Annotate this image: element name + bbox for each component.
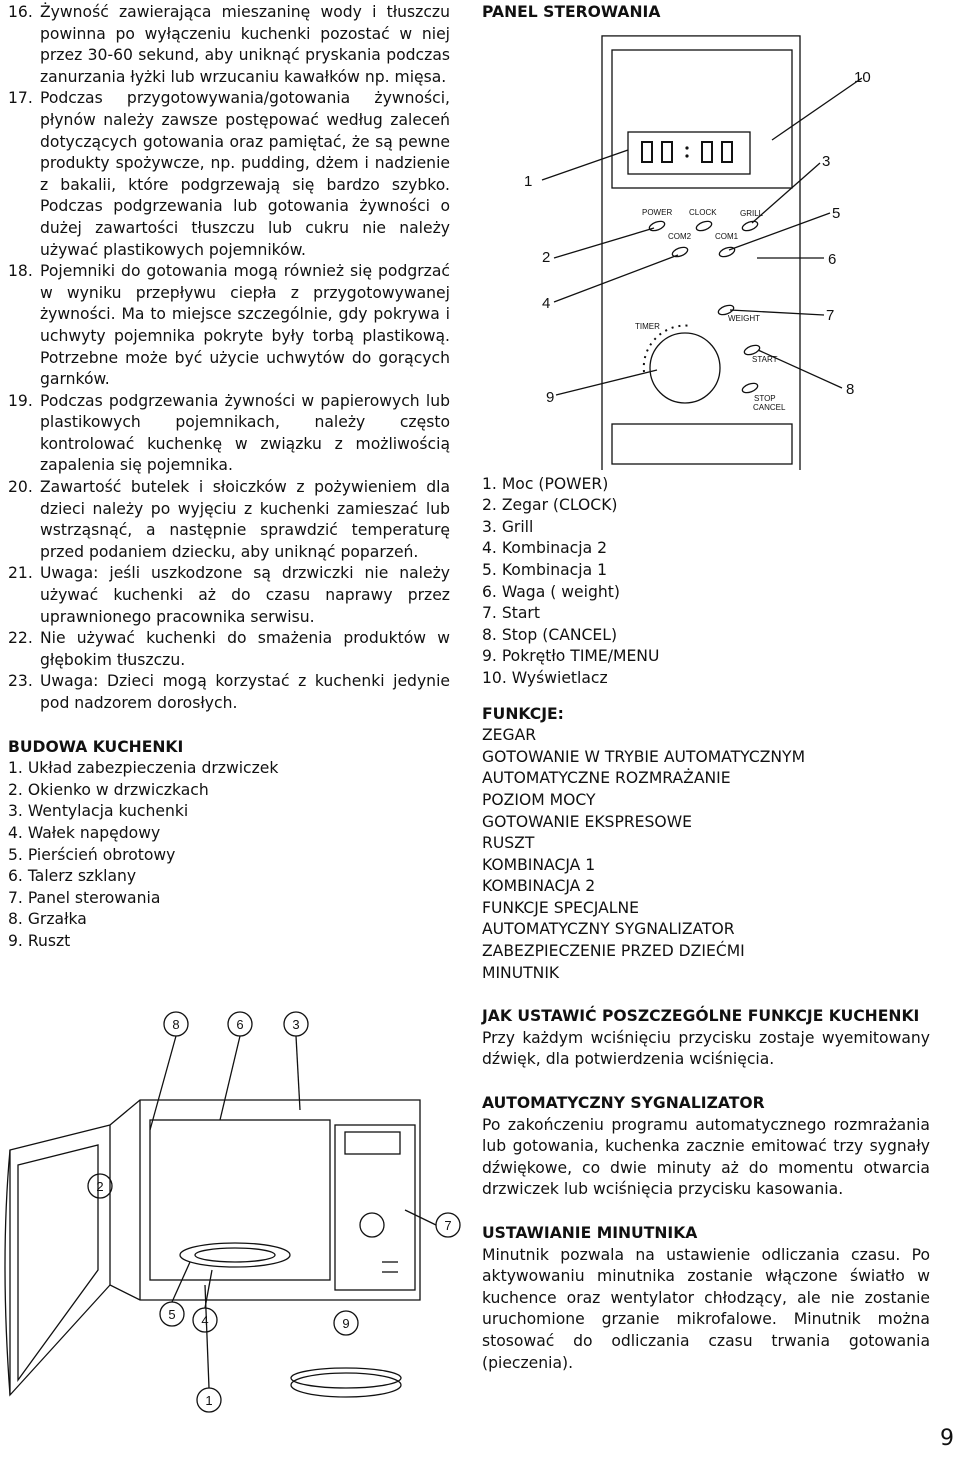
stop-label: STOP <box>754 393 776 403</box>
list-item: 9. Pokrętło TIME/MENU <box>482 647 660 666</box>
list-item: FUNKCJE SPECJALNE <box>482 898 639 917</box>
callout-6: 6 <box>236 1017 244 1032</box>
funkcje-list <box>482 725 930 984</box>
page-number: 9 <box>940 1426 954 1451</box>
weight-label: WEIGHT <box>728 313 760 323</box>
list-item: ZEGAR <box>482 726 537 745</box>
callout-7: 7 <box>444 1218 452 1233</box>
panel-callout-6: 6 <box>828 250 837 268</box>
start-label: START <box>752 354 778 364</box>
callout-4: 4 <box>201 1313 209 1328</box>
list-item: POZIOM MOCY <box>482 790 596 809</box>
list-item: 1. Moc (POWER) <box>482 474 609 493</box>
section-text: Minutnik pozwala na ustawienie odliczania czasu. Po aktywowaniu minutnika zostanie włączone światło w kuchence oraz wentylator chłodzący, ale nie zostanie uruchomione grzanie mikrofalowe. Minutnik można stosować do odliczania czasu trwania gotowania (pieczenia). <box>482 1245 930 1372</box>
section-title: USTAWIANIE MINUTNIKA <box>482 1224 698 1242</box>
list-item: MINUTNIK <box>482 963 560 982</box>
list-item: 5. Kombinacja 1 <box>482 560 608 579</box>
list-item: 10. Wyświetlacz <box>482 668 608 687</box>
list-item: 4. Wałek napędowy <box>8 823 161 842</box>
panel-callout-8: 8 <box>846 380 855 398</box>
panel-legend <box>482 474 930 690</box>
panel-callout-7: 7 <box>826 306 835 324</box>
clock-label: CLOCK <box>689 207 717 217</box>
list-item: AUTOMATYCZNY SYGNALIZATOR <box>482 920 735 939</box>
list-item: 17. Podczas przygotowywania/gotowania żywności, płynów należy zawsze postępować według zaleceń dotyczących gotowania oraz pamiętać, że są pewne produkty spożywcze, np. pudding, dżem i nadzienie z bakalii, które podgrzewają się bardzo szybko. Podczas podgrzewania lub gotowania żywności o dużej zawartości tłuszczu lub cukru nie należy używać plastikowych pojemników. <box>8 89 450 259</box>
budowa-title: BUDOWA KUCHENKI <box>8 737 184 756</box>
power-label: POWER <box>642 207 673 217</box>
list-item: 4. Kombinacja 2 <box>482 539 608 558</box>
panel-callout-5: 5 <box>832 204 841 222</box>
panel-callout-4: 4 <box>542 294 551 312</box>
list-item: 22. Nie używać kuchenki do smażenia produktów w głębokim tłuszczu. <box>8 629 450 669</box>
list-item: 16. Żywność zawierająca mieszaninę wody i tłuszczu powinna po wyłączeniu kuchenki pozostać w niej przez 30-60 sekund, aby uniknąć pryskania podczas zanurzania łyżki lub wrzucaniu kawałków np. mięsa. <box>8 3 450 86</box>
section-text: Po zakończeniu programu automatycznego rozmrażania lub gotowania, kuchenka zacznie emitować trzy sygnały dźwiękowe, co dwie minuty aż do momentu otwarcia drzwiczek lub wciśnięcia przycisku kasowania. <box>482 1115 930 1199</box>
panel-callout-1: 1 <box>524 172 533 190</box>
callout-9: 9 <box>342 1316 350 1331</box>
list-item: 3. Grill <box>482 517 534 536</box>
control-panel-diagram <box>482 30 882 470</box>
section-title: JAK USTAWIĆ POSZCZEGÓLNE FUNKCJE KUCHENKI <box>482 1007 920 1026</box>
list-item: 1. Układ zabezpieczenia drzwiczek <box>8 759 279 778</box>
list-item: 9. Ruszt <box>8 931 71 950</box>
oven-diagram <box>0 1000 470 1430</box>
list-item: 2. Okienko w drzwiczkach <box>8 780 209 799</box>
list-item: 21. Uwaga: jeśli uszkodzone są drzwiczki nie należy używać kuchenki aż do czasu naprawy przez uprawnionego pracownika serwisu. <box>8 564 450 626</box>
list-item: 7. Start <box>482 604 540 623</box>
list-item: 6. Talerz szklany <box>8 867 137 886</box>
callout-5: 5 <box>168 1307 176 1322</box>
list-item: 19. Podczas podgrzewania żywności w papierowych lub plastikowych pojemnikach, należy często kontrolować kuchenkę w związku z możliwością zapalenia się pojemnika. <box>8 391 450 475</box>
list-item: 18. Pojemniki do gotowania mogą również się podgrzać w wyniku przepływu ciepła z przygotowywanej żywności. Ma to miejsce szczególnie, gdy pokrywa i uchwyty pojemnika pokryte były torbą plastikową. Potrzebne może być użycie uchwytów do gorących garnków. <box>8 262 450 389</box>
list-item: AUTOMATYCZNE ROZMRAŻANIE <box>482 769 731 788</box>
list-item: GOTOWANIE EKSPRESOWE <box>482 812 692 831</box>
list-item: 8. Grzałka <box>8 910 87 929</box>
callout-2: 2 <box>96 1179 104 1194</box>
list-item: 23. Uwaga: Dzieci mogą korzystać z kuchenki jedynie pod nadzorem dorosłych. <box>8 672 450 712</box>
panel-title: PANEL STEROWANIA <box>482 3 661 21</box>
section-title: AUTOMATYCZNY SYGNALIZATOR <box>482 1094 765 1113</box>
list-item: 20. Zawartość butelek i słoiczków z pożywieniem dla dzieci należy po wyjęciu z kuchenki zamieszać lub wstrząsnąć, a następnie sprawdzić temperaturę przed podaniem dziecku, aby uniknąć poparzeń. <box>8 478 450 561</box>
callout-8: 8 <box>172 1017 180 1032</box>
callout-3: 3 <box>292 1017 300 1032</box>
panel-callout-3: 3 <box>822 152 831 170</box>
list-item: RUSZT <box>482 834 535 853</box>
panel-callout-2: 2 <box>542 248 551 266</box>
com2-label: COM2 <box>668 231 692 241</box>
list-item: 5. Pierścień obrotowy <box>8 845 176 864</box>
budowa-list <box>8 758 450 952</box>
list-item: 8. Stop (CANCEL) <box>482 625 618 644</box>
right-column <box>482 2 930 1374</box>
list-item: GOTOWANIE W TRYBIE AUTOMATYCZNYM <box>482 747 806 766</box>
timer-label: TIMER <box>635 321 660 331</box>
cancel-label: CANCEL <box>753 402 786 412</box>
panel-callout-9: 9 <box>546 388 555 406</box>
left-column <box>8 2 450 953</box>
list-item: KOMBINACJA 2 <box>482 877 596 896</box>
list-item: 7. Panel sterowania <box>8 888 161 907</box>
funkcje-title: FUNKCJE: <box>482 704 564 723</box>
com1-label: COM1 <box>715 231 739 241</box>
grill-label: GRILL <box>740 208 764 218</box>
list-item: KOMBINACJA 1 <box>482 855 596 874</box>
panel-callout-10: 10 <box>854 68 871 86</box>
section-text: Przy każdym wciśnięciu przycisku zostaje wyemitowany dźwięk, dla potwierdzenia wciśnięcia. <box>482 1028 930 1069</box>
safety-list <box>8 2 450 715</box>
list-item: 2. Zegar (CLOCK) <box>482 496 618 515</box>
list-item: 6. Waga ( weight) <box>482 582 620 601</box>
callout-1: 1 <box>205 1393 213 1408</box>
list-item: 3. Wentylacja kuchenki <box>8 802 189 821</box>
list-item: ZABEZPIECZENIE PRZED DZIEĆMI <box>482 942 745 961</box>
